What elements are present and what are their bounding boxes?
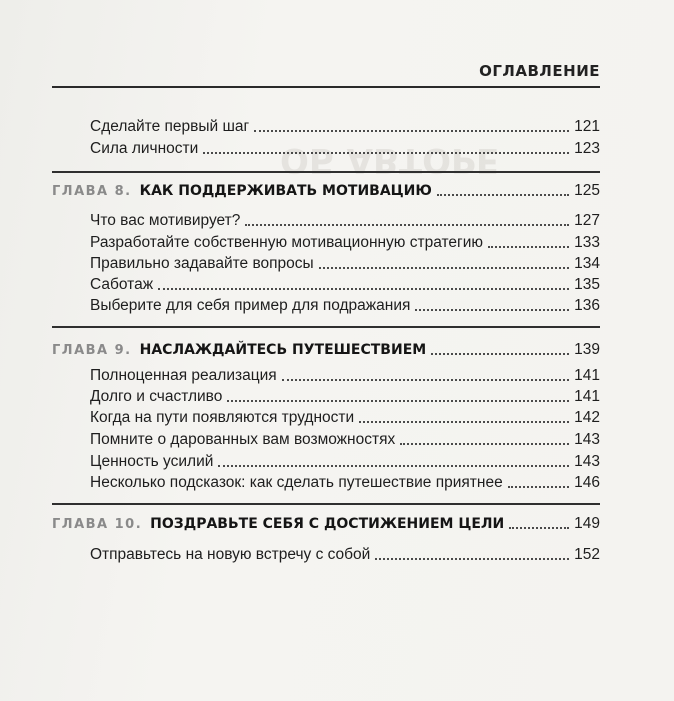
toc-entry-page: 135 xyxy=(574,276,600,293)
toc-entry-page: 127 xyxy=(574,212,600,229)
dot-leader xyxy=(400,443,569,445)
toc-entry[interactable] xyxy=(52,114,600,136)
dot-leader xyxy=(245,224,569,226)
chapter-page: 149 xyxy=(574,515,600,532)
toc-chapter-8[interactable] xyxy=(52,178,600,200)
toc-entry-page: 136 xyxy=(574,297,600,314)
toc-entry-page: 142 xyxy=(574,409,600,426)
toc-entry[interactable] xyxy=(52,136,600,158)
chapter-title: КАК ПОДДЕРЖИВАТЬ МОТИВАЦИЮ xyxy=(139,183,432,199)
toc-entry[interactable] xyxy=(52,542,600,564)
header-title: ОГЛАВЛЕНИЕ xyxy=(479,62,600,80)
toc-entry[interactable] xyxy=(52,427,600,449)
chapter-prefix: ГЛАВА 10. xyxy=(52,517,143,532)
chapter-title: ПОЗДРАВЬТЕ СЕБЯ С ДОСТИЖЕНИЕМ ЦЕЛИ xyxy=(150,516,505,532)
dot-leader xyxy=(437,194,569,196)
dot-leader xyxy=(319,267,569,269)
toc-entry[interactable] xyxy=(52,293,600,315)
toc-entry[interactable] xyxy=(52,470,600,492)
toc-entry-page: 143 xyxy=(574,431,600,448)
chapter-prefix: ГЛАВА 8. xyxy=(52,184,132,199)
toc-entry-title: Помните о дарованных вам возможностях xyxy=(90,431,396,448)
toc-entry-title: Отправьтесь на новую встречу с собой xyxy=(90,546,371,563)
chapter-page: 139 xyxy=(574,341,600,358)
toc-entry-page: 121 xyxy=(574,118,600,135)
dot-leader xyxy=(203,152,569,154)
toc-entry-page: 141 xyxy=(574,388,600,405)
toc-entry[interactable] xyxy=(52,272,600,294)
dot-leader xyxy=(375,558,569,560)
toc-entry-title: Саботаж xyxy=(90,276,154,293)
chapter-separator xyxy=(52,171,600,173)
chapter-separator xyxy=(52,503,600,505)
toc-entry[interactable] xyxy=(52,405,600,427)
toc-entry-title: Сделайте первый шаг xyxy=(90,118,250,135)
toc-chapter-10[interactable] xyxy=(52,511,600,533)
dot-leader xyxy=(227,400,569,402)
dot-leader xyxy=(431,353,569,355)
toc-entry-title: Что вас мотивирует? xyxy=(90,212,241,229)
toc-entry[interactable] xyxy=(52,208,600,230)
dot-leader xyxy=(359,421,569,423)
chapter-title: НАСЛАЖДАЙТЕСЬ ПУТЕШЕСТВИЕМ xyxy=(139,342,427,358)
dot-leader xyxy=(282,379,569,381)
toc-entry[interactable] xyxy=(52,363,600,385)
toc-entry-page: 123 xyxy=(574,140,600,157)
toc-entry-page: 133 xyxy=(574,234,600,251)
dot-leader xyxy=(254,130,569,132)
toc-entry[interactable] xyxy=(52,384,600,406)
toc-entry-page: 146 xyxy=(574,474,600,491)
dot-leader xyxy=(509,527,569,529)
toc-entry-page: 141 xyxy=(574,367,600,384)
toc-entry-page: 152 xyxy=(574,546,600,563)
toc-entry-title: Долго и счастливо xyxy=(90,388,223,405)
toc-entry-title: Когда на пути появляются трудности xyxy=(90,409,355,426)
toc-entry[interactable] xyxy=(52,230,600,252)
dot-leader xyxy=(488,246,569,248)
toc-entry-page: 134 xyxy=(574,255,600,272)
toc-chapter-9[interactable] xyxy=(52,337,600,359)
dot-leader xyxy=(415,309,569,311)
toc-entry-page: 143 xyxy=(574,453,600,470)
dot-leader xyxy=(158,288,569,290)
toc-entry-title: Правильно задавайте вопросы xyxy=(90,255,314,272)
toc-entry-title: Сила личности xyxy=(90,140,199,157)
toc-entry[interactable] xyxy=(52,251,600,273)
dot-leader xyxy=(508,486,569,488)
toc-entry-title: Несколько подсказок: как сделать путешествие приятнее xyxy=(90,474,503,491)
chapter-prefix: ГЛАВА 9. xyxy=(52,343,132,358)
chapter-page: 125 xyxy=(574,182,600,199)
toc-entry-title: Выберите для себя пример для подражания xyxy=(90,297,411,314)
toc-entry-title: Полноценная реализация xyxy=(90,367,277,384)
dot-leader xyxy=(218,465,569,467)
chapter-separator xyxy=(52,326,600,328)
toc-entry-title: Ценность усилий xyxy=(90,453,214,470)
bleed-through-heading: ОБ АВТОРЕ xyxy=(280,140,500,180)
running-header xyxy=(52,62,600,88)
toc-entry-title: Разработайте собственную мотивационную стратегию xyxy=(90,234,483,251)
toc-entry[interactable] xyxy=(52,449,600,471)
